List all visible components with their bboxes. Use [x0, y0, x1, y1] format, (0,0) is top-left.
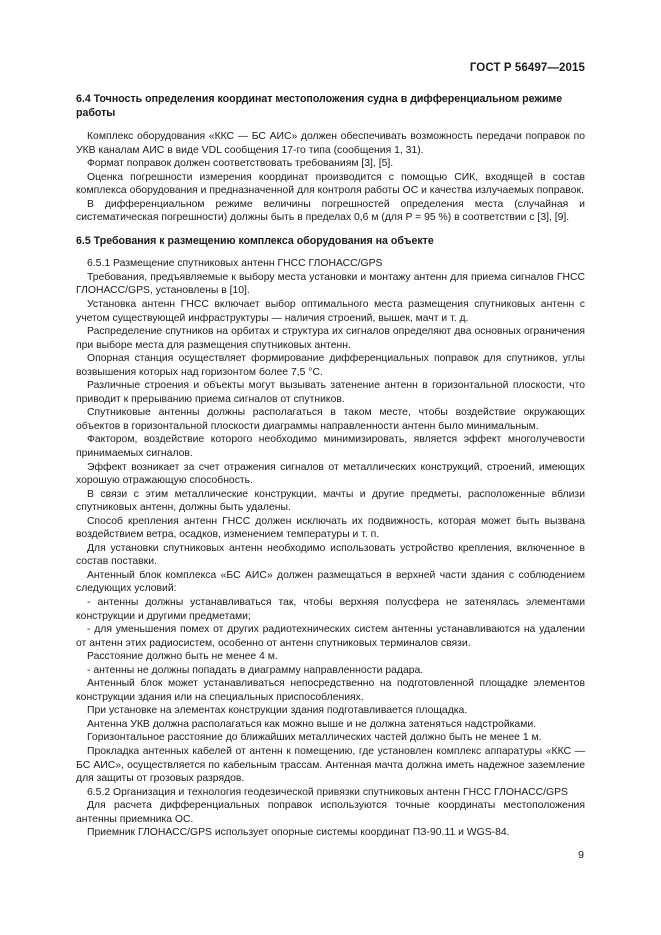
paragraph: Комплекс оборудования «ККС — БС АИС» должен обеспечивать возможность передачи поправок по УКВ каналам АИС в виде VDL сообщения 17-го типа (сообщения 1, 31).: [76, 131, 585, 156]
paragraph: Оценка погрешности измерения координат производится с помощью СИК, входящей в состав комплекса оборудования и предназначенной для контроля работы ОС и качества излучаемых поправок.: [76, 171, 585, 197]
paragraph: Опорная станция осуществляет формирование дифференциальных поправок для спутников, углы возвышения которых над горизонтом более 7,5 °С.: [76, 353, 585, 378]
paragraph: Различные строения и объекты могут вызывать затенение антенн в горизонтальной плоскости, что приводит к прерыванию приема сигналов от спутников.: [76, 380, 585, 405]
list-item: - антенны не должны попадать в диаграмму направленности радара.: [87, 664, 424, 676]
paragraph: Антенна УКВ должна располагаться как можно выше и не должна затеняться надстройками.: [87, 718, 537, 730]
paragraph: Расстояние должно быть не менее 4 м.: [87, 651, 278, 663]
paragraph: Спутниковые антенны должны располагаться в таком месте, чтобы воздействие окружающих объектов в горизонтальной плоскости диаграммы направленности антенн было минимальным.: [76, 407, 585, 432]
paragraph: Антенный блок может устанавливаться непосредственно на подготовленной площадке элементов конструкции здания или на специальных приспособлениях.: [76, 678, 585, 703]
paragraph: Требования, предъявляемые к выбору места установки и монтажу антенн для приема сигналов ГНСС ГЛОНАСС/GPS, установлены в [10].: [76, 271, 585, 297]
section-title-6-4: 6.4 Точность определения координат местоположения судна в дифференциальном режиме работы: [76, 93, 563, 119]
paragraph: Эффект возникает за счет отражения сигналов от металлических конструкций, строений, имеющих хорошую отражающую способность.: [76, 461, 585, 487]
paragraph: Фактором, воздействие которого необходимо минимизировать, является эффект многолучевости принимаемых сигналов.: [76, 434, 585, 459]
paragraph: В связи с этим металлические конструкции, мачты и другие предметы, расположенные вблизи спутниковых антенн, должны быть удалены.: [76, 488, 585, 514]
standard-number: ГОСТ Р 56497—2015: [469, 62, 585, 74]
page-body: [76, 93, 585, 840]
paragraph: Способ крепления антенн ГНСС должен исключать их подвижность, которая может быть вызвана воздействием ветра, осадков, изменением температуры и т. п.: [76, 515, 585, 541]
paragraph: Установка антенн ГНСС включает выбор оптимального места размещения спутниковых антенн с учетом существующей инфраструктуры — наличия строений, вышек, мачт и т. д.: [76, 298, 585, 324]
paragraph: В дифференциальном режиме величины погрешностей определения места (случайная и систематическая погрешности) должны быть в пределах 0,6 м (для P = 95 %) в соответствии с [3], [9].: [76, 198, 585, 224]
list-item: - для уменьшения помех от других радиотехнических систем антенны устанавливаются на удалении от антенн этих радиосистем, особенно от антенн спутниковых терминалов связи.: [76, 624, 585, 649]
paragraph: Приемник ГЛОНАСС/GPS использует опорные системы координат ПЗ-90.11 и WGS-84.: [87, 827, 510, 839]
section-title-6-5: 6.5 Требования к размещению комплекса оборудования на объекте: [76, 234, 434, 247]
subsection-title-6-5-2: 6.5.2 Организация и технология геодезической привязки спутниковых антенн ГНСС ГЛОНАСС/GPS: [87, 786, 568, 798]
page-number: 9: [578, 849, 584, 861]
paragraph: Горизонтальное расстояние до ближайших металлических частей должно быть не менее 1 м.: [87, 732, 542, 744]
paragraph: При установке на элементах конструкции здания подготавливается площадка.: [87, 705, 468, 717]
paragraph: Для расчета дифференциальных поправок используются точные координаты местоположения антенны приемника ОС.: [76, 800, 585, 825]
paragraph: Формат поправок должен соответствовать требованиям [3], [5].: [87, 158, 394, 170]
paragraph: Для установки спутниковых антенн необходимо использовать устройство крепления, включенное в состав поставки.: [76, 542, 585, 568]
paragraph: Прокладка антенных кабелей от антенн к помещению, где установлен комплекс аппаратуры «ККС — БС АИС», осуществляется по кабельным трассам. Антенная мачта должна иметь надежное заземление для защиты от грозовых разрядов.: [76, 746, 585, 785]
paragraph: Распределение спутников на орбитах и структура их сигналов определяют два основных ограничения при выборе места для размещения спутниковых антенн.: [76, 326, 585, 351]
subsection-title-6-5-1: 6.5.1 Размещение спутниковых антенн ГНСС ГЛОНАСС/GPS: [87, 258, 383, 270]
list-item: - антенны должны устанавливаться так, чтобы верхняя полусфера не затенялась элементами конструкции и другими предметами;: [76, 597, 585, 622]
paragraph: Антенный блок комплекса «БС АИС» должен размещаться в верхней части здания с соблюдением следующих условий:: [76, 569, 585, 595]
